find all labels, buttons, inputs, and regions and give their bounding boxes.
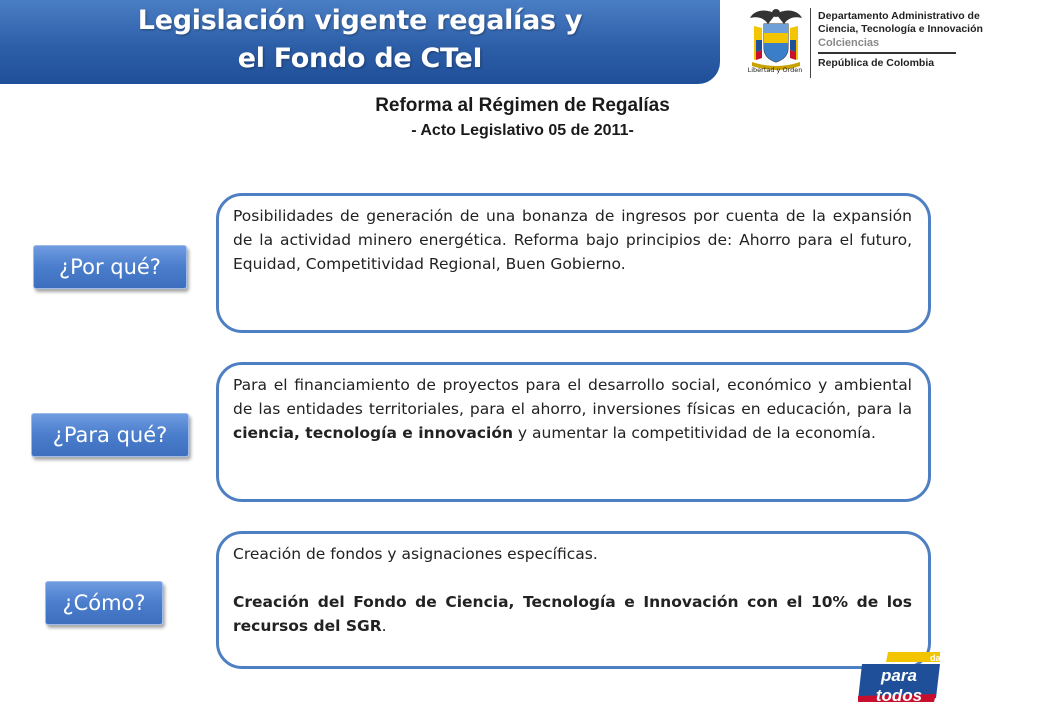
how-answer-tail: . — [381, 617, 387, 635]
badge-text: para todos — [875, 666, 923, 705]
section-subtitle — [0, 93, 1045, 143]
logo-rule — [818, 52, 956, 54]
what-for-button[interactable]: ¿Para qué? — [31, 413, 189, 457]
seal-motto: Libertad y Orden — [747, 66, 803, 74]
what-for-answer-text — [233, 373, 912, 445]
why-answer-text: Posibilidades de generación de una bonanza de ingresos por cuenta de la expansión de la actividad minero energética. Reforma bajo principios de: Ahorro para el futuro, Equidad, Competitividad Regional, Buen Gobierno. — [233, 207, 912, 273]
subtitle-main: Reforma al Régimen de Regalías — [375, 95, 670, 116]
how-answer-bold-para — [233, 590, 912, 638]
page-title-line1: Legislación vigente regalías y — [137, 5, 583, 36]
header-banner — [0, 0, 720, 84]
what-for-answer-pre: Para el financiamiento de proyectos para el desarrollo social, económico y ambiental de las entidades territoriales, para el ahorro, inversiones físicas en educación, para la — [233, 376, 912, 418]
how-button[interactable]: ¿Cómo? — [45, 581, 163, 625]
how-answer-bold: Creación del Fondo de Ciencia, Tecnología e Innovación con el 10% de los recursos del SGR — [233, 593, 912, 635]
logo-line-science: Ciencia, Tecnología e Innovación — [818, 23, 983, 35]
subtitle-sub: - Acto Legislativo 05 de 2011- — [411, 122, 634, 139]
page-title — [0, 2, 720, 78]
logo-divider — [810, 8, 811, 78]
logo-line-colciencias: Colciencias — [818, 37, 880, 49]
colciencias-logo — [740, 2, 983, 84]
why-button[interactable]: ¿Por qué? — [33, 245, 187, 289]
badge-text-top: dad — [930, 653, 947, 663]
why-answer-box — [216, 193, 931, 333]
what-for-answer-post: y aumentar la competitividad de la economía. — [513, 424, 876, 442]
how-answer-box — [216, 531, 931, 669]
logo-text — [818, 10, 983, 70]
what-for-answer-box — [216, 362, 931, 502]
logo-line-republic: República de Colombia — [818, 57, 935, 69]
logo-line-department: Departamento Administrativo de — [818, 10, 980, 22]
how-answer-line1: Creación de fondos y asignaciones específicas. — [233, 545, 598, 563]
what-for-answer-bold: ciencia, tecnología e innovación — [233, 424, 513, 442]
page-title-line2: el Fondo de CTeI — [237, 43, 483, 74]
